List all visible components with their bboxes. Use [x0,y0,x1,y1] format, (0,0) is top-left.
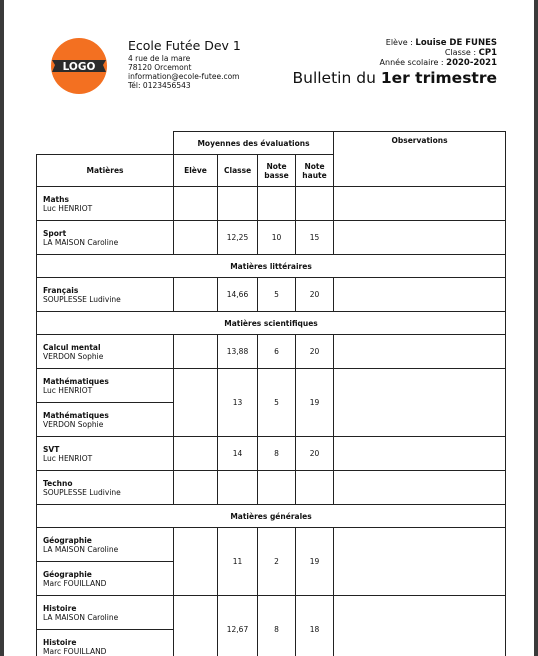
observations-cell [334,278,506,312]
student-avg-cell [174,221,218,255]
teacher-name: VERDON Sophie [43,419,104,429]
school-name: Ecole Futée Dev 1 [128,38,241,53]
subject-name: Mathématiques [43,376,109,386]
class-avg-cell [218,187,258,221]
class-label: Classe : [444,48,479,57]
school-phone: Tél: 0123456543 [128,81,191,90]
high-grade-cell: 20 [296,437,334,471]
teacher-name: LA MAISON Caroline [43,237,119,247]
low-grade-cell: 10 [258,221,296,255]
section-title: Matières générales [37,505,506,528]
student-label: Elève : [385,38,416,47]
teacher-name: Luc HENRIOT [43,453,93,463]
bulletin-period: 1er trimestre [380,69,497,87]
observations-cell [334,369,506,437]
student-info [380,38,497,68]
school-address-line2: 78120 Orcemont [128,63,192,72]
observations-cell [334,187,506,221]
low-grade-cell: 5 [258,278,296,312]
bulletin-title [292,69,497,87]
subject-name: Français [43,285,79,295]
observations-cell [334,335,506,369]
class-avg-cell: 13 [218,369,258,437]
high-grade-cell: 19 [296,369,334,437]
high-grade-cell [296,471,334,505]
subject-name: Calcul mental [43,342,101,352]
teacher-name: Marc FOUILLAND [43,646,107,656]
subjects-header: Matières [37,155,174,187]
school-email: information@ecole-futee.com [128,72,240,81]
table-row [37,596,506,630]
low-grade-cell: 6 [258,335,296,369]
class-avg-cell [218,471,258,505]
grades-table [36,131,506,656]
student-avg-cell [174,369,218,437]
class-avg-cell: 12,67 [218,596,258,656]
student-class: CP1 [478,48,497,58]
low-grade-cell: 5 [258,369,296,437]
high-grade-header: Note haute [296,155,334,187]
low-grade-header: Note basse [258,155,296,187]
teacher-name: VERDON Sophie [43,351,104,361]
school-logo [50,37,108,95]
table-row [37,471,506,505]
low-grade-cell [258,471,296,505]
student-avg-cell [174,335,218,369]
teacher-name: LA MAISON Caroline [43,544,119,554]
observations-cell [334,528,506,596]
high-grade-cell: 19 [296,528,334,596]
student-avg-cell [174,596,218,656]
evaluations-group-header: Moyennes des évaluations [174,132,334,155]
low-grade-cell: 2 [258,528,296,596]
observations-cell [334,221,506,255]
low-grade-cell [258,187,296,221]
low-grade-cell: 8 [258,437,296,471]
subject-name: Géographie [43,535,92,545]
observations-header: Observations [334,132,506,187]
section-row [37,312,506,335]
teacher-name: SOUPLESSE Ludivine [43,294,121,304]
subject-name: SVT [43,444,60,454]
teacher-name: Marc FOUILLAND [43,578,107,588]
subject-name: Sport [43,228,67,238]
student-avg-header: Elève [174,155,218,187]
high-grade-cell [296,187,334,221]
student-avg-cell [174,471,218,505]
subject-name: Maths [43,194,69,204]
high-grade-cell: 18 [296,596,334,656]
high-grade-cell: 15 [296,221,334,255]
student-avg-cell [174,187,218,221]
table-row [37,437,506,471]
class-avg-header: Classe [218,155,258,187]
high-grade-cell: 20 [296,278,334,312]
observations-cell [334,471,506,505]
table-row [37,221,506,255]
bulletin-prefix: Bulletin du [292,69,381,87]
high-grade-cell: 20 [296,335,334,369]
table-row [37,369,506,403]
student-avg-cell [174,528,218,596]
school-year: 2020-2021 [446,58,497,68]
report-page [4,0,534,656]
student-avg-cell [174,278,218,312]
teacher-name: Luc HENRIOT [43,385,93,395]
low-grade-cell: 8 [258,596,296,656]
section-title: Matières scientifiques [37,312,506,335]
subject-name: Histoire [43,637,77,647]
class-avg-cell: 14 [218,437,258,471]
observations-cell [334,596,506,656]
table-row [37,335,506,369]
section-title: Matières littéraires [37,255,506,278]
header-blank-cell [37,132,174,155]
class-avg-cell: 13,88 [218,335,258,369]
subject-name: Histoire [43,603,77,613]
class-avg-cell: 12,25 [218,221,258,255]
teacher-name: Luc HENRIOT [43,203,93,213]
section-row [37,505,506,528]
subject-name: Géographie [43,569,92,579]
teacher-name: LA MAISON Caroline [43,612,119,622]
observations-cell [334,437,506,471]
subject-name: Mathématiques [43,410,109,420]
school-info [128,38,241,90]
class-avg-cell: 14,66 [218,278,258,312]
teacher-name: SOUPLESSE Ludivine [43,487,121,497]
table-row [37,187,506,221]
student-name: Louise DE FUNES [415,38,497,48]
table-row [37,528,506,562]
section-row [37,255,506,278]
table-row [37,278,506,312]
student-avg-cell [174,437,218,471]
year-label: Année scolaire : [379,58,447,67]
subject-name: Techno [43,478,73,488]
logo-text: LOGO [62,61,96,73]
school-address-line1: 4 rue de la mare [128,54,191,63]
class-avg-cell: 11 [218,528,258,596]
